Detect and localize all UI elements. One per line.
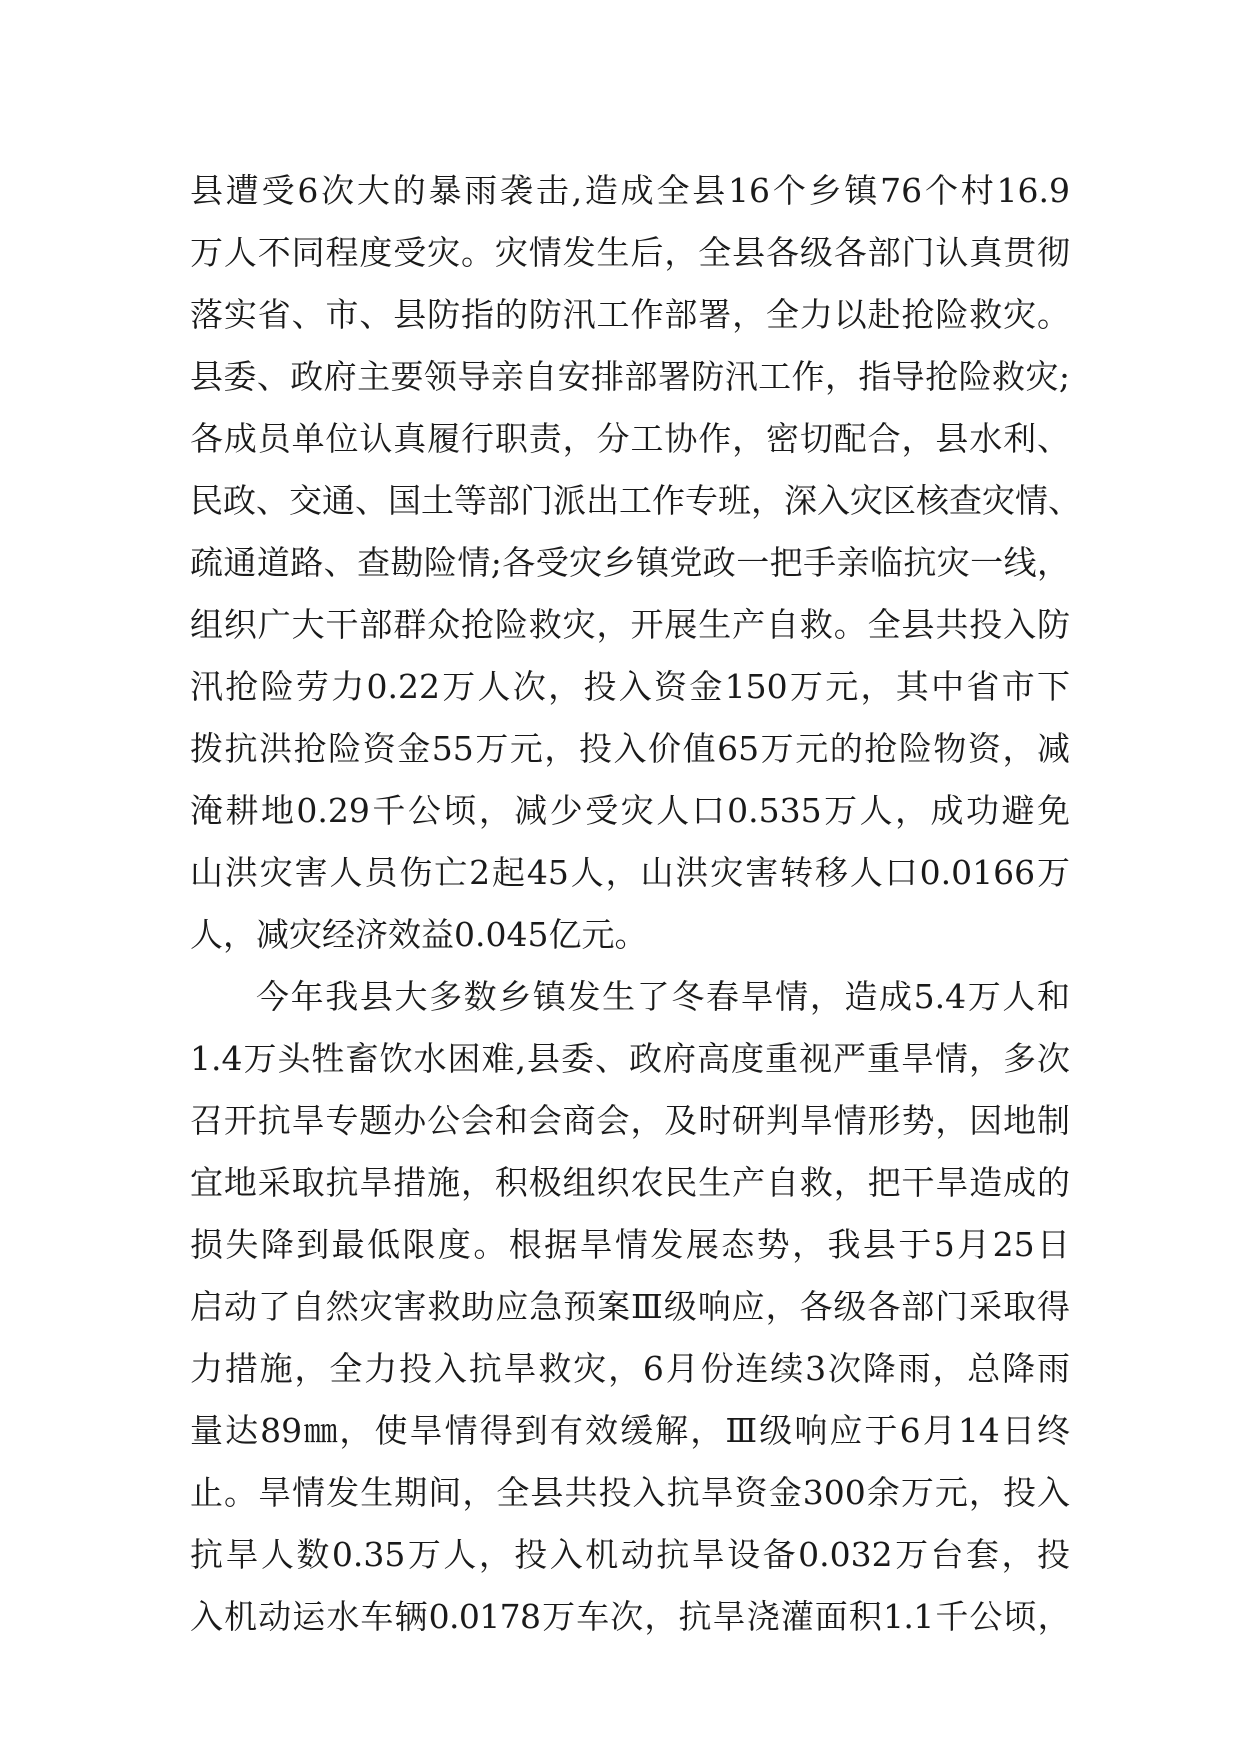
paragraph-2-line-7: 力措施，全力投入抗旱救灾，6月份连续3次降雨，总降雨 xyxy=(190,1349,1070,1388)
paragraph-2-line-5: 损失降到最低限度。根据旱情发展态势，我县于5月25日 xyxy=(190,1225,1070,1264)
paragraph-1-line-3: 落实省、市、县防指的防汛工作部署，全力以赴抢险救灾。 xyxy=(190,295,1070,334)
paragraph-1-line-11: 淹耕地0.29千公顷，减少受灾人口0.535万人，成功避免 xyxy=(190,791,1070,830)
paragraph-2-line-10: 抗旱人数0.35万人，投入机动抗旱设备0.032万台套，投 xyxy=(190,1535,1070,1574)
paragraph-2-line-4: 宜地采取抗旱措施，积极组织农民生产自救，把干旱造成的 xyxy=(190,1163,1070,1202)
paragraph-1-line-9: 汛抢险劳力0.22万人次，投入资金150万元，其中省市下 xyxy=(190,667,1070,706)
paragraph-2-line-11: 入机动运水车辆0.0178万车次，抗旱浇灌面积1.1千公顷， xyxy=(190,1597,1070,1636)
paragraph-2-line-6: 启动了自然灾害救助应急预案Ⅲ级响应，各级各部门采取得 xyxy=(190,1287,1070,1326)
paragraph-1-line-1: 县遭受6次大的暴雨袭击,造成全县16个乡镇76个村16.9 xyxy=(190,171,1070,210)
paragraph-2-line-3: 召开抗旱专题办公会和会商会，及时研判旱情形势，因地制 xyxy=(190,1101,1070,1140)
paragraph-1-line-2: 万人不同程度受灾。灾情发生后，全县各级各部门认真贯彻 xyxy=(190,233,1070,272)
paragraph-1-line-8: 组织广大干部群众抢险救灾，开展生产自救。全县共投入防 xyxy=(190,605,1070,644)
document-body xyxy=(190,160,1081,1648)
paragraph-1-line-12: 山洪灾害人员伤亡2起45人，山洪灾害转移人口0.0166万 xyxy=(190,853,1070,892)
paragraph-2-line-1: 今年我县大多数乡镇发生了冬春旱情，造成5.4万人和 xyxy=(256,977,1070,1016)
paragraph-2-line-2: 1.4万头牲畜饮水困难,县委、政府高度重视严重旱情，多次 xyxy=(190,1039,1070,1078)
paragraph-1-line-7: 疏通道路、查勘险情;各受灾乡镇党政一把手亲临抗灾一线， xyxy=(190,543,1070,582)
paragraph-2-line-9: 止。旱情发生期间，全县共投入抗旱资金300余万元，投入 xyxy=(190,1473,1070,1512)
paragraph-1-line-13: 人，减灾经济效益0.045亿元。 xyxy=(190,915,648,954)
paragraph-1-line-10: 拨抗洪抢险资金55万元，投入价值65万元的抢险物资，减 xyxy=(190,729,1070,768)
paragraph-1-line-4: 县委、政府主要领导亲自安排部署防汛工作，指导抢险救灾; xyxy=(190,357,1070,396)
paragraph-2-line-8: 量达89㎜，使旱情得到有效缓解，Ⅲ级响应于6月14日终 xyxy=(190,1411,1070,1450)
paragraph-1-line-6: 民政、交通、国土等部门派出工作专班，深入灾区核查灾情、 xyxy=(190,481,1081,520)
paragraph-1-line-5: 各成员单位认真履行职责，分工协作，密切配合，县水利、 xyxy=(190,419,1070,458)
